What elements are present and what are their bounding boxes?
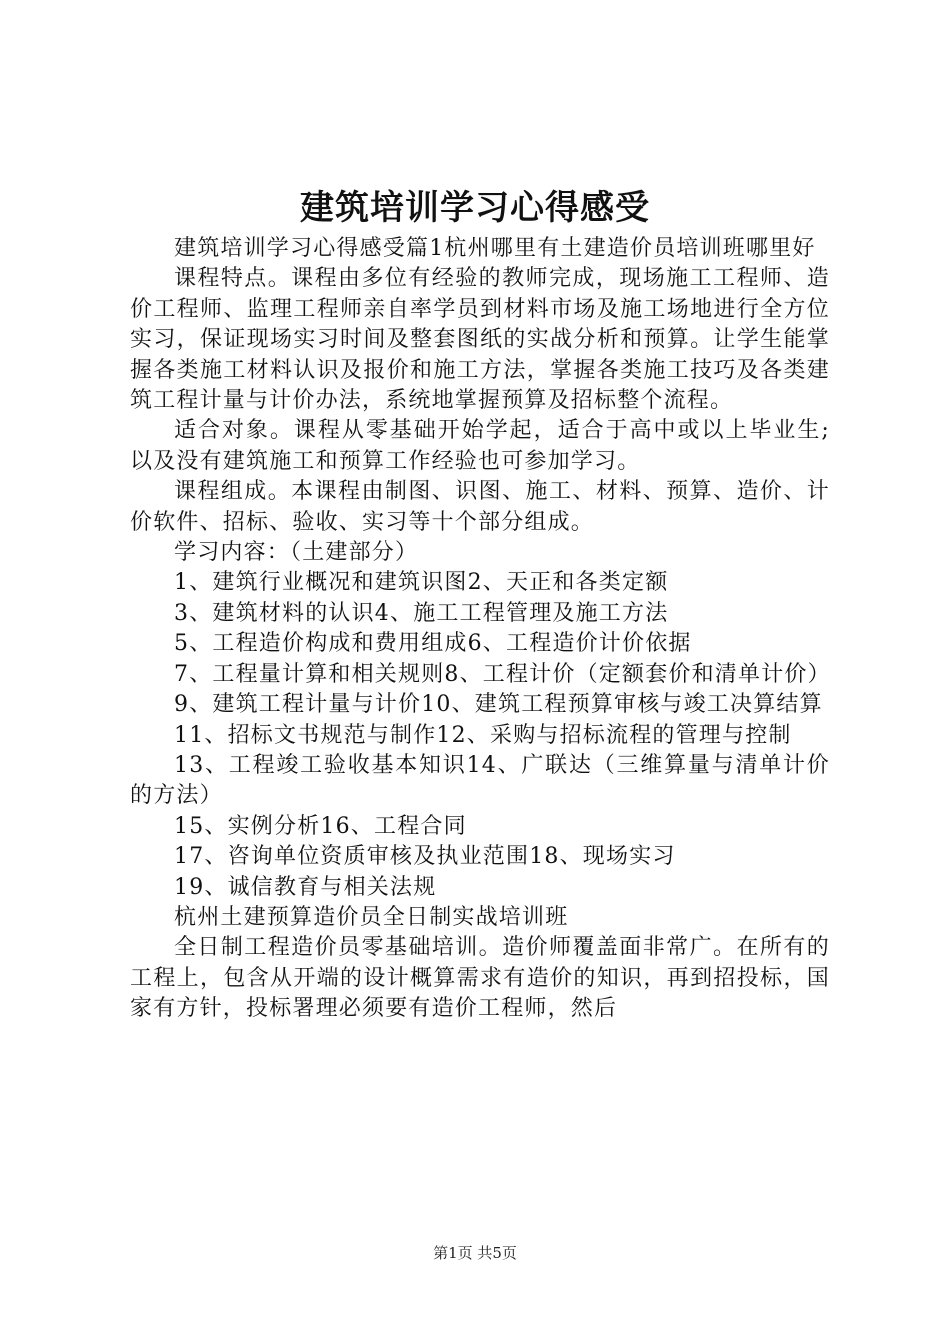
paragraph-section-heading: 杭州土建预算造价员全日制实战培训班 xyxy=(174,904,569,930)
paragraph-intro: 建筑培训学习心得感受篇1杭州哪里有土建造价员培训班哪里好 xyxy=(174,236,816,261)
page-footer xyxy=(0,1243,950,1263)
paragraph-target-audience: 适合对象。课程从零基础开始学起，适合于高中或以上毕业生;以及没有建筑施工和预算工作经验也可参加学习。 xyxy=(130,418,830,474)
document-body xyxy=(130,234,830,1025)
paragraph-full-time-training: 全日制工程造价员零基础培训。造价师覆盖面非常广。在所有的工程上，包含从开端的设计概算需求有造价的知识，再到招投标，国家有方针，投标署理必须要有造价工程师，然后 xyxy=(130,935,830,1022)
list-item: 11、招标文书规范与制作12、采购与招标流程的管理与控制 xyxy=(174,722,792,748)
list-item: 3、建筑材料的认识4、施工工程管理及施工方法 xyxy=(174,600,669,626)
paragraph-course-composition: 课程组成。本课程由制图、识图、施工、材料、预算、造价、计价软件、招标、验收、实习等十个部分组成。 xyxy=(130,479,830,535)
list-item: 13、工程竣工验收基本知识14、广联达（三维算量与清单计价的方法） xyxy=(130,752,830,809)
document-title: 建筑培训学习心得感受 xyxy=(300,188,650,228)
list-item: 19、诚信教育与相关法规 xyxy=(174,874,437,900)
page-number-label: 第1页 共5页 xyxy=(433,1244,517,1262)
paragraph-course-features: 课程特点。课程由多位有经验的教师完成，现场施工工程师、造价工程师、监理工程师亲自率学员到材料市场及施工场地进行全方位实习，保证现场实习时间及整套图纸的实战分析和预算。让学生能掌握各类施工材料认识及报价和施工方法，掌握各类施工技巧及各类建筑工程计量与计价办法，系统地掌握预算及招标整个流程。 xyxy=(130,266,830,414)
list-item: 9、建筑工程计量与计价10、建筑工程预算审核与竣工决算结算 xyxy=(174,692,823,718)
list-item: 7、工程量计算和相关规则8、工程计价（定额套价和清单计价） xyxy=(174,661,831,687)
list-item: 15、实例分析16、工程合同 xyxy=(174,813,467,839)
paragraph-learning-content-heading: 学习内容：（土建部分） xyxy=(174,540,419,566)
list-item: 17、咨询单位资质审核及执业范围18、现场实习 xyxy=(174,844,676,870)
list-item: 5、工程造价构成和费用组成6、工程造价计价依据 xyxy=(174,631,692,657)
list-item: 1、建筑行业概况和建筑识图2、天正和各类定额 xyxy=(174,570,669,596)
